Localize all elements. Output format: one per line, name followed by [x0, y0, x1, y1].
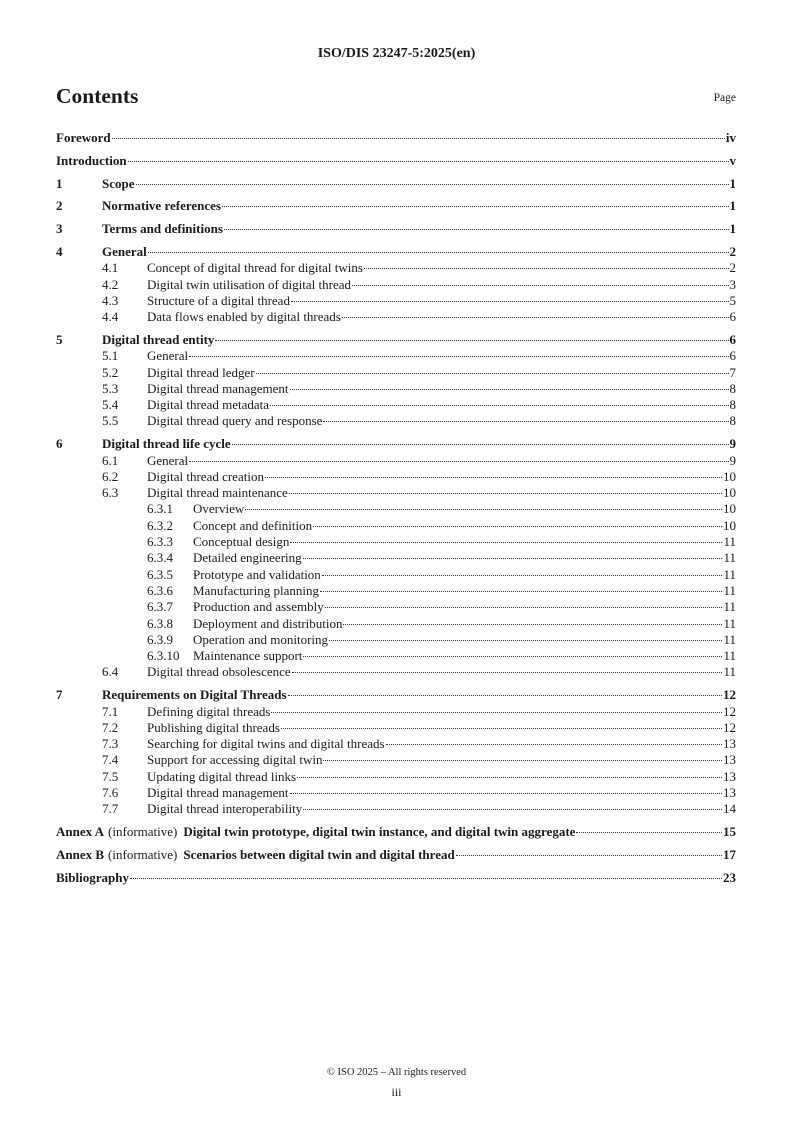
toc-entry-title: Introduction: [56, 152, 127, 168]
toc-entry-page: 8: [729, 413, 736, 429]
toc-entry-title: Defining digital threads: [147, 703, 271, 719]
toc-entry[interactable]: [56, 397, 736, 413]
toc-entry[interactable]: [56, 153, 736, 169]
toc-entry-page: 13: [723, 736, 736, 752]
dot-leader: [303, 558, 723, 559]
toc-entry-number: 5: [56, 331, 63, 347]
toc-entry-title: Digital thread metadata: [147, 397, 270, 413]
toc-entry-title: Publishing digital threads: [147, 719, 280, 735]
toc-entry-title: Digital thread management: [147, 784, 289, 800]
table-of-contents: [56, 130, 736, 886]
toc-entry-number: 4.4: [102, 309, 119, 325]
toc-entry[interactable]: [56, 518, 736, 534]
dot-leader: [288, 695, 722, 696]
dot-leader: [265, 477, 722, 478]
toc-entry-number: 6: [56, 436, 63, 452]
toc-entry-title: Digital thread maintenance: [147, 485, 288, 501]
toc-entry-title: Digital thread creation: [147, 468, 264, 484]
toc-entry[interactable]: [56, 501, 736, 517]
toc-entry-title: Scenarios between digital twin and digital thread: [183, 846, 455, 862]
toc-entry[interactable]: [56, 198, 736, 214]
dot-leader: [323, 421, 728, 422]
dot-leader: [232, 444, 729, 445]
toc-entry-page: 9: [729, 452, 736, 468]
dot-leader: [291, 301, 729, 302]
toc-entry-page: 13: [723, 752, 736, 768]
toc-entry[interactable]: [56, 130, 736, 146]
toc-entry[interactable]: [56, 293, 736, 309]
dot-leader: [189, 356, 728, 357]
dot-leader: [342, 317, 729, 318]
toc-entry-number: 4.2: [102, 276, 119, 292]
toc-entry-page: 3: [729, 276, 736, 292]
dot-leader: [215, 340, 728, 341]
toc-entry-page: 15: [723, 824, 736, 840]
toc-entry-number: 5.2: [102, 364, 119, 380]
toc-entry-title: General: [147, 452, 189, 468]
toc-entry-page: v: [729, 152, 736, 168]
dot-leader: [148, 252, 729, 253]
dot-leader: [364, 268, 729, 269]
toc-entry-title: Maintenance support: [193, 648, 303, 664]
toc-entry-title: Conceptual design: [193, 534, 290, 550]
toc-entry-number: 5.1: [102, 348, 119, 364]
toc-entry-page: 11: [723, 599, 736, 615]
toc-entry-title: Deployment and distribution: [193, 615, 343, 631]
toc-entry-number: 1: [56, 175, 63, 191]
toc-entry-page: 6: [729, 331, 736, 347]
annex-label: Annex B: [56, 846, 105, 862]
dot-leader: [313, 526, 722, 527]
toc-entry[interactable]: [56, 436, 736, 452]
toc-entry[interactable]: [56, 332, 736, 348]
toc-entry-page: 13: [723, 768, 736, 784]
toc-entry[interactable]: [56, 244, 736, 260]
dot-leader: [290, 793, 722, 794]
dot-leader: [136, 184, 729, 185]
toc-entry-page: 2: [729, 243, 736, 259]
toc-entry-title: Digital thread obsolescence: [147, 664, 291, 680]
toc-entry[interactable]: [56, 485, 736, 501]
toc-entry-page: 11: [723, 648, 736, 664]
toc-entry-number: 4.3: [102, 292, 119, 308]
toc-entry[interactable]: [56, 534, 736, 550]
toc-entry[interactable]: [56, 599, 736, 615]
toc-entry-number: 6.3.7: [147, 599, 173, 615]
toc-entry-page: 23: [723, 869, 736, 885]
toc-entry-title: Digital twin utilisation of digital thread: [147, 276, 351, 292]
toc-entry-title: Normative references: [102, 198, 221, 214]
dot-leader: [352, 285, 729, 286]
toc-entry[interactable]: [56, 616, 736, 632]
dot-leader: [292, 672, 723, 673]
toc-entry[interactable]: [56, 309, 736, 325]
toc-entry-title: General: [102, 243, 147, 259]
toc-entry[interactable]: [56, 381, 736, 397]
toc-entry[interactable]: [56, 801, 736, 817]
toc-entry[interactable]: [56, 824, 736, 840]
toc-entry-page: 6: [729, 309, 736, 325]
toc-entry-page: 6: [729, 348, 736, 364]
toc-entry[interactable]: [56, 413, 736, 429]
toc-entry-page: 1: [729, 175, 736, 191]
dot-leader: [130, 878, 722, 879]
toc-entry-title: Digital thread interoperability: [147, 801, 303, 817]
dot-leader: [290, 389, 729, 390]
dot-leader: [290, 542, 722, 543]
dot-leader: [112, 138, 725, 139]
toc-entry-number: 6.3.6: [147, 582, 173, 598]
toc-entry-number: 6.3.10: [147, 648, 180, 664]
toc-entry-page: 17: [723, 846, 736, 862]
toc-entry-title: Detailed engineering: [193, 550, 302, 566]
toc-entry-number: 7.1: [102, 703, 119, 719]
document-id-header: ISO/DIS 23247-5:2025(en): [317, 46, 476, 61]
toc-entry-number: 6.3.1: [147, 501, 173, 517]
toc-entry-number: 5.3: [102, 380, 119, 396]
toc-entry-title: Overview: [193, 501, 245, 517]
toc-entry-page: 1: [729, 221, 736, 237]
dot-leader: [297, 777, 722, 778]
toc-entry-title: Foreword: [56, 130, 111, 145]
toc-entry-page: 10: [723, 501, 736, 517]
toc-entry[interactable]: [56, 632, 736, 648]
toc-entry[interactable]: [56, 583, 736, 599]
toc-entry-number: 6.3.5: [147, 566, 173, 582]
dot-leader: [270, 405, 728, 406]
dot-leader: [189, 461, 728, 462]
toc-entry-page: 11: [723, 550, 736, 566]
dot-leader: [386, 744, 722, 745]
page-number: iii: [391, 1085, 402, 1099]
page-column-label: Page: [713, 92, 736, 104]
toc-entry-title: Concept of digital thread for digital twins: [147, 260, 363, 276]
toc-entry-number: 2: [56, 198, 63, 214]
toc-entry-page: 8: [729, 397, 736, 413]
toc-entry-number: 6.3.8: [147, 615, 173, 631]
toc-entry-number: 6.1: [102, 452, 119, 468]
toc-entry-page: 12: [723, 687, 736, 703]
toc-entry-page: 1: [729, 198, 736, 214]
toc-entry-title: General: [147, 348, 189, 364]
toc-entry-page: 10: [723, 468, 736, 484]
dot-leader: [343, 624, 722, 625]
dot-leader: [271, 712, 722, 713]
toc-entry-title: Digital thread ledger: [147, 364, 255, 380]
toc-entry-title: Concept and definition: [193, 517, 313, 533]
toc-entry-number: 6.3.2: [147, 517, 173, 533]
toc-entry-title: Production and assembly: [193, 599, 324, 615]
toc-entry-title: Searching for digital twins and digital threads: [147, 736, 385, 752]
toc-entry-number: 4: [56, 243, 63, 259]
dot-leader: [303, 809, 722, 810]
toc-entry-title: Digital twin prototype, digital twin instance, and digital twin aggregate: [183, 824, 576, 840]
toc-entry-number: 7.4: [102, 752, 119, 768]
toc-entry-title: Support for accessing digital twin: [147, 752, 323, 768]
toc-entry-page: 10: [723, 485, 736, 501]
toc-entry-page: 13: [723, 784, 736, 800]
toc-entry-number: 6.3.4: [147, 550, 173, 566]
toc-entry-title: Digital thread entity: [102, 331, 215, 347]
dot-leader: [245, 509, 722, 510]
toc-entry[interactable]: [56, 736, 736, 752]
toc-entry-number: 6.4: [102, 664, 119, 680]
toc-entry[interactable]: [56, 567, 736, 583]
dot-leader: [456, 855, 722, 856]
toc-entry-page: 12: [723, 719, 736, 735]
dot-leader: [303, 656, 722, 657]
toc-entry[interactable]: [56, 664, 736, 680]
dot-leader: [128, 161, 729, 162]
dot-leader: [576, 832, 722, 833]
toc-entry[interactable]: [56, 752, 736, 768]
toc-entry[interactable]: [56, 176, 736, 192]
toc-entry[interactable]: [56, 365, 736, 381]
toc-entry-number: 6.2: [102, 468, 119, 484]
toc-entry-page: iv: [725, 130, 736, 145]
toc-entry[interactable]: [56, 260, 736, 276]
toc-entry-page: 14: [723, 801, 736, 817]
toc-entry-number: 7.3: [102, 736, 119, 752]
toc-entry-title: Data flows enabled by digital threads: [147, 309, 341, 325]
toc-entry-title: Scope: [102, 175, 135, 191]
toc-entry-number: 5.4: [102, 397, 119, 413]
toc-entry[interactable]: [56, 870, 736, 886]
dot-leader: [322, 575, 723, 576]
toc-entry-page: 11: [723, 615, 736, 631]
toc-entry-number: 6.3: [102, 485, 119, 501]
toc-entry-page: 7: [729, 364, 736, 380]
annex-note: (informative): [108, 846, 178, 862]
toc-entry[interactable]: [56, 785, 736, 801]
dot-leader: [224, 229, 729, 230]
toc-entry-number: 5.5: [102, 413, 119, 429]
toc-entry-title: Digital thread management: [147, 380, 289, 396]
dot-leader: [325, 607, 723, 608]
toc-entry-title: Operation and monitoring: [193, 631, 329, 647]
toc-entry[interactable]: [56, 277, 736, 293]
toc-entry-page: 10: [723, 517, 736, 533]
toc-entry[interactable]: [56, 648, 736, 664]
dot-leader: [323, 760, 722, 761]
toc-entry-title: Digital thread query and response: [147, 413, 323, 429]
dot-leader: [281, 728, 722, 729]
toc-entry-title: Terms and definitions: [102, 221, 223, 237]
toc-entry-title: Prototype and validation: [193, 566, 321, 582]
toc-entry-page: 12: [723, 703, 736, 719]
toc-entry-number: 4.1: [102, 260, 119, 276]
dot-leader: [289, 493, 722, 494]
toc-entry-page: 11: [723, 664, 736, 680]
annex-label: Annex A: [56, 824, 105, 840]
toc-entry-title: Digital thread life cycle: [102, 436, 231, 452]
dot-leader: [329, 640, 722, 641]
toc-entry-number: 7.2: [102, 719, 119, 735]
dot-leader: [320, 591, 722, 592]
toc-entry-page: 11: [723, 631, 736, 647]
toc-entry-title: Updating digital thread links: [147, 768, 297, 784]
annex-note: (informative): [108, 824, 178, 840]
toc-entry-page: 5: [729, 292, 736, 308]
toc-entry-page: 11: [723, 582, 736, 598]
copyright-footer: © ISO 2025 – All rights reserved: [326, 1067, 467, 1078]
toc-entry[interactable]: [56, 720, 736, 736]
toc-entry-number: 3: [56, 221, 63, 237]
toc-entry-number: 7.7: [102, 801, 119, 817]
toc-entry-number: 7.6: [102, 784, 119, 800]
toc-entry[interactable]: [56, 769, 736, 785]
toc-entry-title: Structure of a digital thread: [147, 292, 290, 308]
toc-entry[interactable]: [56, 704, 736, 720]
contents-title: Contents: [56, 84, 139, 108]
toc-entry[interactable]: [56, 348, 736, 364]
toc-entry-title: Manufacturing planning: [193, 582, 319, 598]
toc-entry-page: 11: [723, 534, 736, 550]
toc-entry-page: 8: [729, 380, 736, 396]
toc-entry[interactable]: [56, 469, 736, 485]
toc-entry-page: 2: [729, 260, 736, 276]
toc-entry[interactable]: [56, 550, 736, 566]
dot-leader: [222, 206, 729, 207]
toc-entry-title: Requirements on Digital Threads: [102, 687, 287, 703]
toc-entry[interactable]: [56, 221, 736, 237]
toc-entry-number: 6.3.3: [147, 534, 173, 550]
toc-entry[interactable]: [56, 453, 736, 469]
dot-leader: [256, 373, 729, 374]
toc-entry[interactable]: [56, 687, 736, 703]
toc-entry-title: Bibliography: [56, 869, 129, 885]
toc-entry[interactable]: [56, 847, 736, 863]
toc-entry-number: 7: [56, 687, 63, 703]
toc-entry-page: 9: [729, 436, 736, 452]
toc-entry-page: 11: [723, 566, 736, 582]
toc-entry-number: 6.3.9: [147, 631, 173, 647]
toc-entry-number: 7.5: [102, 768, 119, 784]
